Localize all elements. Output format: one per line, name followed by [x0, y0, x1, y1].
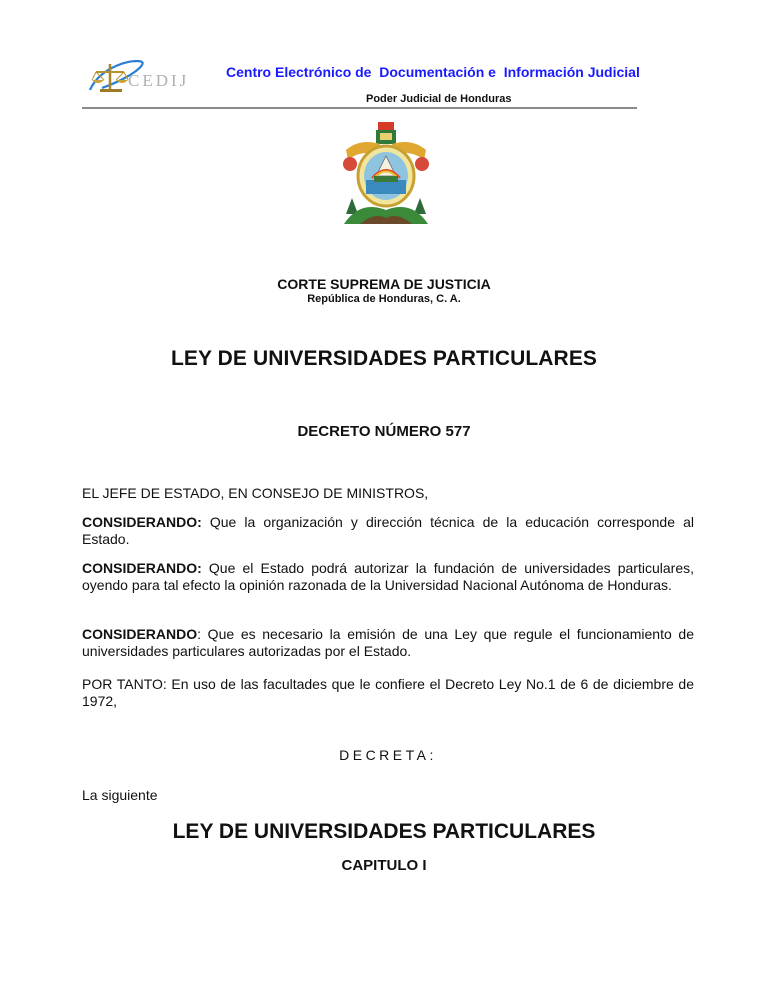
considerando-text: Que el Estado podrá autorizar la fundación de universidades particulares, oyendo para tal efecto la opinión razonada de la Universidad Nacional Autónoma de Honduras.	[82, 560, 694, 593]
court-name: CORTE SUPREMA DE JUSTICIA	[277, 276, 491, 292]
decree-number: DECRETO NÚMERO 577	[297, 423, 471, 440]
considerando-text: : Que es necesario la emisión de una Ley que regule el funcionamiento de universidades particulares autorizadas por el Estado.	[82, 626, 694, 659]
cedij-logo	[80, 56, 210, 96]
considerando-3	[82, 626, 694, 660]
considerando-label: CONSIDERANDO:	[82, 560, 202, 576]
considerando-text: Que la organización y dirección técnica de la educación corresponde al Estado.	[82, 514, 694, 547]
header-divider	[82, 107, 637, 109]
considerando-label: CONSIDERANDO	[82, 626, 198, 642]
decreta-heading: DECRETA:	[339, 747, 437, 763]
document-title: LEY DE UNIVERSIDADES PARTICULARES	[170, 347, 598, 370]
preamble: EL JEFE DE ESTADO, EN CONSEJO DE MINISTROS,	[82, 485, 429, 501]
court-country: República de Honduras, C. A.	[307, 293, 461, 305]
chapter-heading: CAPITULO I	[341, 857, 427, 874]
coat-of-arms-icon	[340, 120, 432, 230]
considerando-label: CONSIDERANDO:	[82, 514, 202, 530]
header-title: Centro Electrónico de Documentación e Información Judicial	[226, 64, 640, 80]
considerando-1	[82, 514, 694, 548]
por-tanto: POR TANTO: En uso de las facultades que le confiere el Decreto Ley No.1 de 6 de diciembre de 1972,	[82, 676, 694, 709]
considerando-2	[82, 560, 694, 594]
law-title-repeat: LEY DE UNIVERSIDADES PARTICULARES	[172, 820, 596, 843]
intro-text: La siguiente	[82, 787, 158, 803]
header-subtitle: Poder Judicial de Honduras	[366, 93, 512, 105]
scales-of-justice-icon	[80, 56, 210, 96]
svg-text:CEDIJ: CEDIJ	[128, 71, 190, 90]
